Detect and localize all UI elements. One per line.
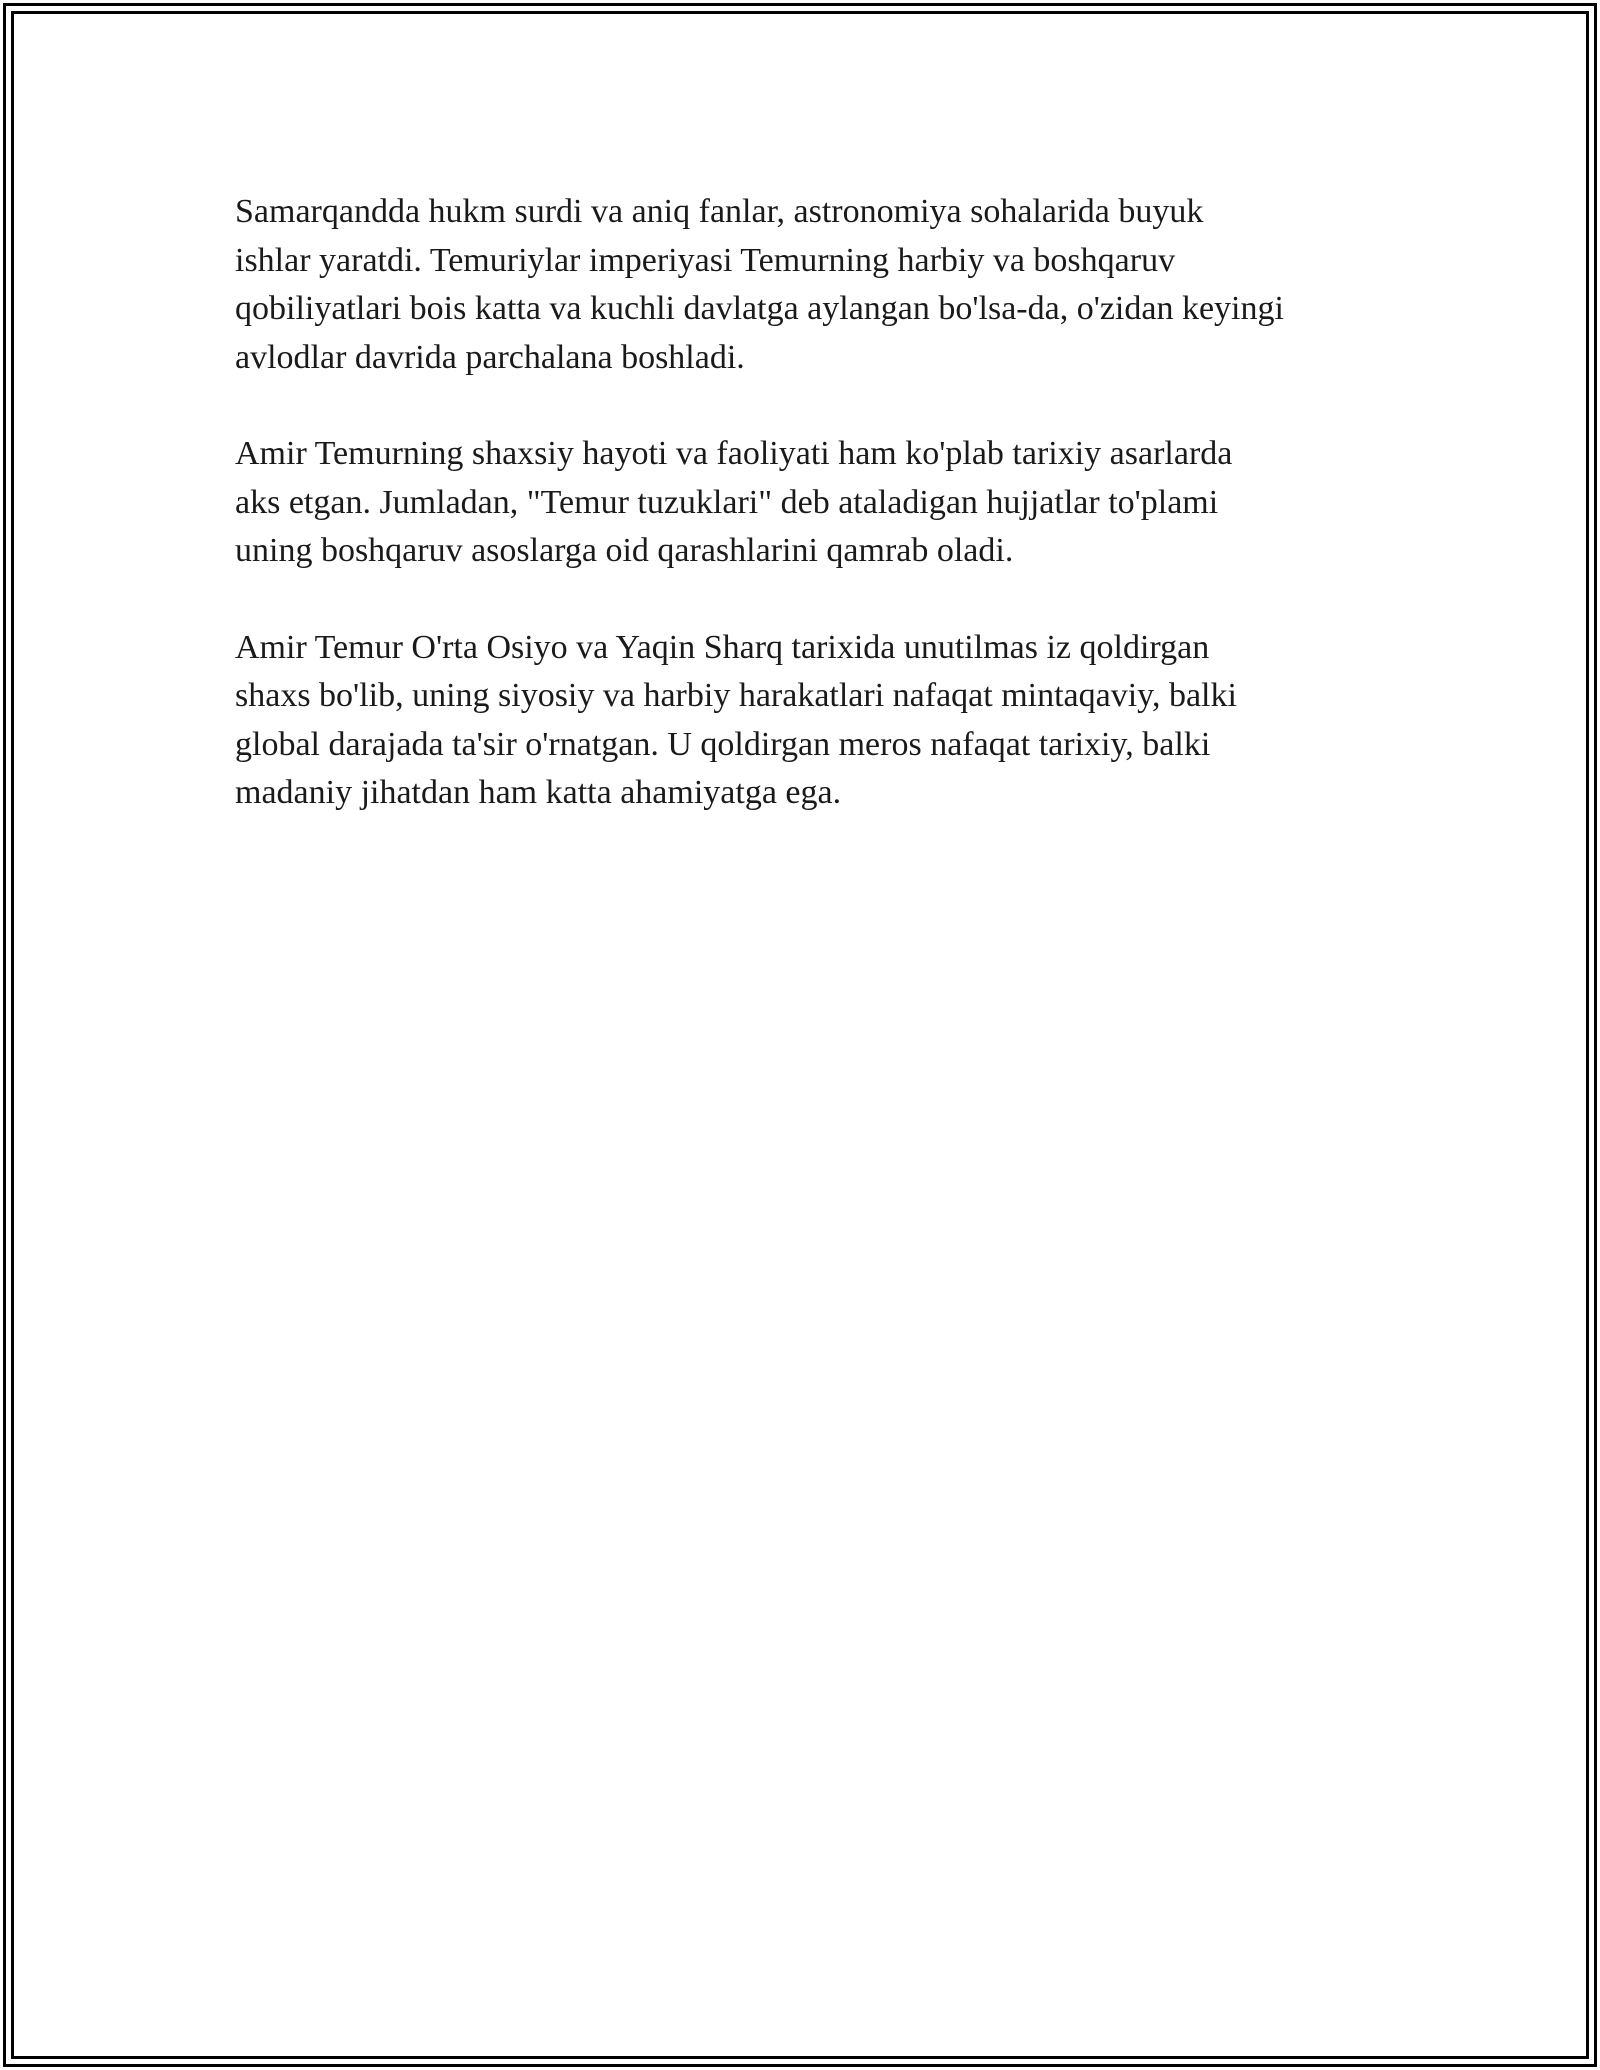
- document-body: [235, 188, 1395, 866]
- paragraph-2: Amir Temurning shaxsiy hayoti va faoliyati ham ko'plab tarixiy asarlarda aks etgan. Jumladan, "Temur tuzuklari" deb ataladigan hujjatlar to'plami uning boshqaruv asoslarga oid qarashlarini qamrab oladi.: [235, 435, 1233, 569]
- paragraph-3: Amir Temur O'rta Osiyo va Yaqin Sharq tarixida unutilmas iz qoldirgan shaxs bo'lib, uning siyosiy va harbiy harakatlari nafaqat mintaqaviy, balki global darajada ta'sir o'rnatgan. U qoldirgan meros nafaqat tarixiy, balki madaniy jihatdan ham katta ahamiyatga ega.: [235, 628, 1237, 811]
- paragraph-1: Samarqandda hukm surdi va aniq fanlar, astronomiya sohalarida buyuk ishlar yaratdi. Temuriylar imperiyasi Temurning harbiy va boshqaruv qobiliyatlari bois katta va kuchli davlatga aylangan bo'lsa-da, o'zidan keyingi avlodlar davrida parchalana boshladi.: [235, 193, 1284, 376]
